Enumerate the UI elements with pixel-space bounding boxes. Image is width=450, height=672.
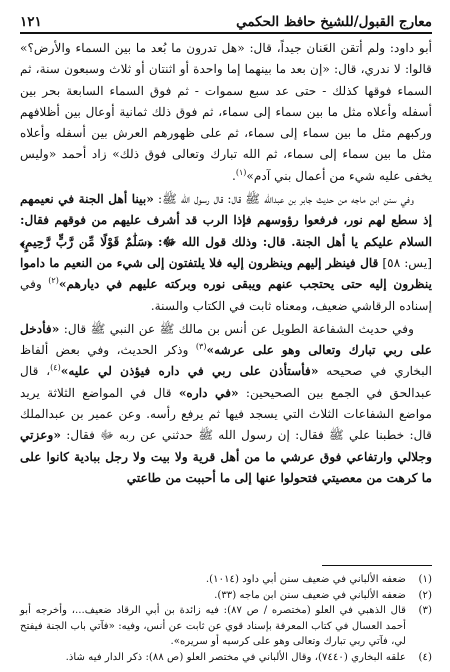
footnote-text: قال الذهبي في العلو (مختصره / ص ٨٧): فيه زائدة بن أبي الرقاد ضعيف...، وأخرجه أبو أحمد العسال في كتاب المعرفة بإسناد قوي عن ثابت عن أنس، وفيه: «فآتي باب الجنة فيفتح لي، فآتي ربي تبارك وتعالى وهو على كرسيه أو سريره».	[20, 605, 406, 647]
footnote	[20, 603, 432, 650]
page-header	[20, 6, 432, 34]
quoted-text: قال فينظر إليهم وينظرون إليه فلا يلتفتون إلى شيء من النعيم ما داموا ينظرون إليه حتى يحتجب عنهم ويبقى نوره وبركته عليهم في ديارهم»	[20, 255, 432, 292]
footnote	[20, 572, 432, 588]
footnote-number: (٢)	[418, 589, 432, 601]
body-text: وفي إسناده الرقاشي ضعيف، ومعناه ثابت في الكتاب والسنة.	[20, 277, 432, 313]
running-title: معارج القبول/للشيخ حافظ الحكمي	[236, 14, 432, 30]
footnote-text: ضعفه الألباني في ضعيف سنن أبي داود (١٠١٤).	[205, 574, 406, 585]
quoted-text: «بينا أهل الجنة في نعيمهم إذ سطع لهم نور، فرفعوا رؤوسهم فإذا الرب قد أشرف عليهم من فوقهم فقال: السلام عليكم يا أهل الجنة. قال: وذلك قول الله ﷻ: ﴿سَلَٰمٌ قَوْلًا مِّن رَّبٍّ رَّحِيمٍ﴾	[20, 192, 432, 249]
footnotes	[20, 572, 432, 665]
body-text: وذكر الحديث، وفي بعض ألفاظ البخاري في صحيحه	[20, 343, 433, 379]
page-number: ١٢١	[20, 14, 42, 30]
footnote-reference: (٤)	[50, 363, 61, 373]
body-text: أبو داود: ولم أتقن العَنان جيداً، قال: «هل تدرون ما بُعد ما بين السماء والأرض؟» قالوا: لا ندري، قال: «إن بعد ما بينهما إما واحدة أو اثنتان أو ثلاث وسبعون سنة، ثم السماء فوقها كذلك - حتى عد سبع سموات - ثم فوق السماء السابعة بحر بين أسفله وأعلاه مثل ما بين سماء إلى سماء، ثم فوق ذلك ثمانية أوعال بين أظلافهم وركبهم مثل ما بين سماء إلى سماء، ثم على ظهورهم العرش بين أسفله وأعلاه مثل ما بين سماء إلى سماء، ثم الله تبارك وتعالى فوق ذلك» زاد أحمد «وليس يخفى عليه شيء من أعمال بني آدم»	[20, 41, 432, 183]
paragraph	[20, 38, 432, 187]
quoted-text: «فأدخل على ربي تبارك وتعالى وهو على عرشه»	[20, 321, 432, 358]
quoted-text: «وعزتي وجلالي وارتفاعي فوق عرشي ما من أهل قرية ولا بيت ولا رجل ببادية كانوا على ما كرهت من معصيتي فتحولوا عنها إلى ما أحببت من طاعتي	[20, 428, 432, 485]
main-text	[20, 38, 432, 491]
body-text: [يس: ٥٨]	[378, 255, 432, 270]
footnote-number: (١)	[418, 574, 432, 585]
footnote	[20, 588, 432, 604]
footnote-text: علقه البخاري (٧٤٤٠)، وقال الألباني في مختصر العلو (ص ٨٨): ذكر الدار فيه شاذ.	[65, 651, 406, 663]
footnote-reference: (١)	[235, 167, 247, 177]
body-text: وفي سنن ابن ماجه من حديث جابر بن عبدالله ﷺ قال: قال رسول الله ﷺ:	[153, 192, 414, 207]
footnote-reference: (٢)	[48, 276, 59, 286]
footnote-separator	[322, 565, 432, 566]
body-text: ، قال عبدالحق في الجمع بين الصحيحين:	[20, 364, 433, 400]
footnote-text: ضعفه الألباني في ضعيف سنن ابن ماجه (٣٣).	[214, 589, 406, 601]
body-text: قال في المواضع الثلاثة يريد مواضع الشفاعات الثلاث التي يسجد فيها ثم يرفع رأسه. وعن عمير بن عبدالملك قال: خطبنا علي ﷺ فقال: إن رسول الله ﷺ حدثني عن ربه ﷻ فقال:	[20, 385, 432, 443]
footnote	[20, 650, 432, 666]
paragraph	[20, 319, 432, 489]
quoted-text: «فأستأذن على ربي في داره فيؤذن لي عليه»	[60, 364, 319, 379]
quoted-text: «في داره»	[178, 385, 239, 400]
paragraph	[20, 189, 432, 317]
footnote-number: (٤)	[418, 651, 432, 663]
body-text: .	[232, 168, 236, 183]
footnote-number: (٣)	[418, 605, 432, 616]
body-text: وفي حديث الشفاعة الطويل عن أنس بن مالك ﷺ عن النبي ﷺ قال:	[59, 321, 414, 336]
footnote-reference: (٣)	[195, 342, 207, 352]
